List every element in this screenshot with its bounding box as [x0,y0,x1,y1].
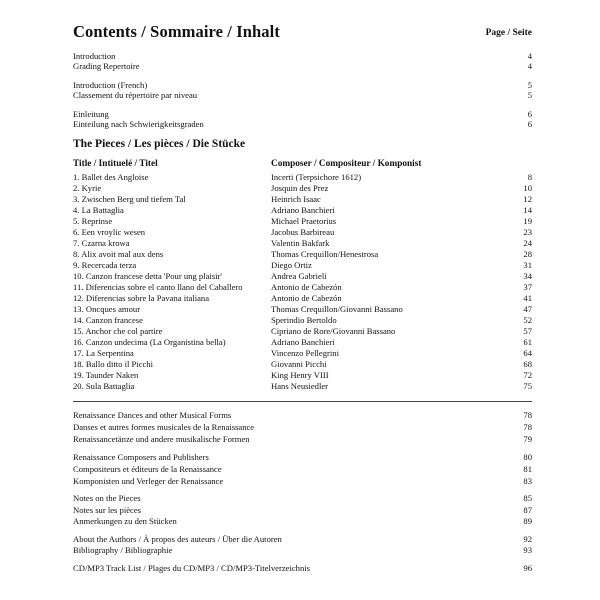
piece-title: 2. Kyrie [73,183,102,193]
piece-title: 1. Ballet des Angloise [73,172,149,182]
piece-composer: Josquin des Prez [271,183,329,193]
piece-page: 72 [523,370,532,380]
piece-entry[interactable] [73,370,532,381]
piece-entry[interactable] [73,304,532,315]
entry-page: 85 [523,493,532,503]
entry-page: 6 [527,119,532,129]
entry-page: 5 [527,80,532,90]
entry-title: CD/MP3 Track List / Plages du CD/MP3 / CD/MP3-Titelverzeichnis [73,563,310,573]
piece-title: 6. Een vroylic wesen [73,227,146,237]
piece-title: 18. Ballo ditto il Picchi [73,359,153,369]
entry-page: 4 [527,51,532,61]
piece-page: 75 [523,381,532,391]
entry-page: 80 [523,452,532,462]
page-title: Contents / Sommaire / Inhalt [73,22,280,41]
piece-entry[interactable] [73,194,532,205]
piece-composer: Incerti (Terpsichore 1612) [271,172,362,182]
piece-entry[interactable] [73,337,532,348]
pieces-heading: The Pieces / Les pièces / Die Stücke [73,138,246,150]
entry-page: 5 [527,90,532,100]
entry-title: Renaissancetänze und andere musikalische Formen [73,434,250,444]
entry-page: 79 [523,434,532,444]
entry-page: 83 [523,476,532,486]
piece-page: 61 [523,337,532,347]
entry-page: 6 [527,109,532,119]
piece-page: 28 [523,249,532,259]
toc-entry[interactable] [73,452,532,463]
piece-title: 11. Diferencias sobre el canto llano del Caballero [73,282,243,292]
entry-page: 89 [523,516,532,526]
entry-title: Introduction [73,51,116,61]
piece-page: 68 [523,359,532,369]
piece-entry[interactable] [73,293,532,304]
piece-page: 24 [523,238,532,248]
piece-page: 47 [523,304,532,314]
entry-title: Danses et autres formes musicales de la Renaissance [73,422,255,432]
piece-title: 19. Taunder Naken [73,370,139,380]
entry-title: Einleitung [73,109,109,119]
piece-entry[interactable] [73,260,532,271]
toc-entry[interactable] [73,545,532,556]
section-divider [73,401,532,402]
piece-composer: King Henry VIII [271,370,329,380]
piece-page: 52 [523,315,532,325]
piece-composer: Diego Ortiz [271,260,312,270]
piece-entry[interactable] [73,271,532,282]
piece-page: 57 [523,326,532,336]
piece-composer: Hans Neusiedler [271,381,329,391]
piece-title: 9. Recercada terza [73,260,137,270]
piece-composer: Antonio de Cabezón [271,293,342,303]
piece-entry[interactable] [73,326,532,337]
entry-page: 96 [523,563,532,573]
toc-entry[interactable] [73,505,532,516]
piece-page: 34 [523,271,532,281]
entry-title: Compositeurs et éditeurs de la Renaissance [73,464,222,474]
piece-composer: Michael Praetorius [271,216,337,226]
toc-entry[interactable] [73,493,532,504]
toc-entry[interactable] [73,464,532,475]
piece-composer: Adriano Banchieri [271,205,335,215]
piece-page: 8 [527,172,532,182]
piece-entry[interactable] [73,381,532,392]
piece-page: 23 [523,227,532,237]
piece-title: 15. Anchor che col partire [73,326,163,336]
piece-title: 17. La Serpentina [73,348,134,358]
piece-composer: Heinrich Isaac [271,194,321,204]
entry-page: 92 [523,534,532,544]
piece-title: 5. Reprinse [73,216,113,226]
entry-page: 93 [523,545,532,555]
piece-composer: Cipriano de Rore/Giovanni Bassano [271,326,396,336]
entry-title: Classement du répertoire par niveau [73,90,198,100]
piece-title: 3. Zwischen Berg und tiefem Tal [73,194,186,204]
piece-composer: Thomas Crequillon/Giovanni Bassano [271,304,403,314]
entry-title: Notes sur les pièces [73,505,142,515]
entry-page: 78 [523,410,532,420]
piece-title: 12. Diferencias sobre la Pavana italiana [73,293,210,303]
entry-title: Introduction (French) [73,80,148,90]
piece-page: 41 [523,293,532,303]
piece-composer: Andrea Gabrieli [271,271,327,281]
title-column-header: Title / Intituelé / Titel [73,159,158,169]
piece-composer: Adriano Banchieri [271,337,335,347]
piece-page: 10 [523,183,532,193]
piece-title: 10. Canzon francese detta 'Pour ung plaisir' [73,271,222,281]
entry-title: Notes on the Pieces [73,493,141,503]
entry-title: Bibliography / Bibliographie [73,545,173,555]
toc-entry[interactable] [73,90,532,101]
piece-page: 12 [523,194,532,204]
piece-entry[interactable] [73,205,532,216]
piece-composer: Giovanni Picchi [271,359,327,369]
piece-entry[interactable] [73,216,532,227]
toc-entry[interactable] [73,61,532,72]
piece-entry[interactable] [73,282,532,293]
piece-title: 4. La Battaglia [73,205,124,215]
piece-entry[interactable] [73,238,532,249]
piece-composer: Antonio de Cabezón [271,282,342,292]
toc-entry[interactable] [73,434,532,445]
entry-title: Renaissance Dances and other Musical Forms [73,410,232,420]
toc-entry[interactable] [73,476,532,487]
piece-title: 14. Canzon francese [73,315,143,325]
entry-title: About the Authors / À propos des auteurs / Über die Autoren [73,534,282,544]
piece-page: 31 [523,260,532,270]
toc-entry[interactable] [73,563,532,574]
page-column-label: Page / Seite [485,28,532,38]
piece-entry[interactable] [73,249,532,260]
piece-title: 16. Canzon undecima (La Organistina bella) [73,337,226,347]
piece-page: 14 [523,205,532,215]
piece-entry[interactable] [73,227,532,238]
entry-page: 4 [527,61,532,71]
entry-page: 81 [523,464,532,474]
piece-composer: Jacobus Barbireau [271,227,335,237]
piece-entry[interactable] [73,359,532,370]
piece-entry[interactable] [73,183,532,194]
entry-title: Anmerkungen zu den Stücken [73,516,177,526]
piece-title: 20. Sula Battaglia [73,381,135,391]
piece-composer: Sperindio Bertoldo [271,315,337,325]
entry-title: Komponisten und Verleger der Renaissance [73,476,224,486]
piece-page: 19 [523,216,532,226]
composer-column-header: Composer / Compositeur / Komponist [271,159,422,169]
entry-title: Einteilung nach Schwierigkeitsgraden [73,119,204,129]
piece-page: 37 [523,282,532,292]
entry-page: 78 [523,422,532,432]
toc-entry[interactable] [73,534,532,545]
toc-entry[interactable] [73,516,532,527]
piece-composer: Vincenzo Pellegrini [271,348,339,358]
piece-composer: Valentin Bakfark [271,238,330,248]
toc-entry[interactable] [73,410,532,421]
piece-entry[interactable] [73,172,532,183]
piece-title: 8. Alix avoit mal aux dens [73,249,164,259]
toc-entry[interactable] [73,119,532,130]
piece-composer: Thomas Crequillon/Henestrosa [271,249,379,259]
entry-title: Renaissance Composers and Publishers [73,452,209,462]
entry-page: 87 [523,505,532,515]
toc-entry[interactable] [73,422,532,433]
piece-title: 13. Oncques amour [73,304,141,314]
piece-title: 7. Czarna krowa [73,238,130,248]
piece-page: 64 [523,348,532,358]
piece-entry[interactable] [73,348,532,359]
entry-title: Grading Repertoire [73,61,140,71]
piece-entry[interactable] [73,315,532,326]
